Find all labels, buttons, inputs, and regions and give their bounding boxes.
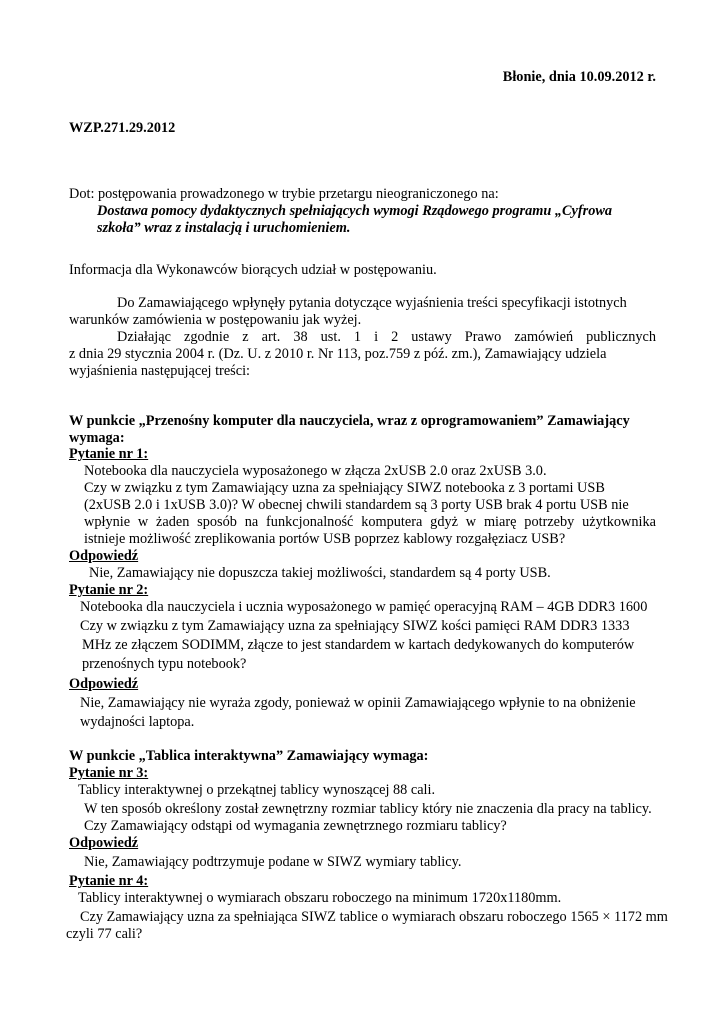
question-line: MHz ze złączem SODIMM, złącze to jest standardem w kartach dedykowanych do komputerów [82,637,635,653]
place-date: Błonie, dnia 10.09.2012 r. [502,69,656,85]
question-line: wpłynie w żaden sposób na funkcjonalność komputera gdyż w miarę potrzeby użytkownika [84,514,656,530]
question-line: Czy Zamawiający odstąpi od wymagania zewnętrznego rozmiaru tablicy? [84,818,507,834]
question-label: Pytanie nr 2: [69,582,149,598]
answer-label: Odpowiedź [69,676,139,692]
question-line: (2xUSB 2.0 i 1xUSB 3.0)? W obecnej chwili standardem są 3 porty USB brak 4 portu USB nie [84,497,629,513]
question-label: Pytanie nr 4: [69,873,149,889]
question-line: istnieje możliwość zreplikowania portów USB poprzez kablowy rozgałęziacz USB? [84,531,566,547]
answer-line: wydajności laptopa. [80,714,195,730]
question-line: Tablicy interaktywnej o wymiarach obszaru roboczego na minimum 1720x1180mm. [78,890,562,906]
question-line: przenośnych typu notebook? [82,656,247,672]
paragraph-line: z dnia 29 stycznia 2004 r. (Dz. U. z 2010 r. Nr 113, poz.759 z póź. zm.), Zamawiający udziela [69,346,607,362]
subject-title-line: Dostawa pomocy dydaktycznych spełniających wymogi Rządowego programu „Cyfrowa [97,203,613,219]
intro-text: Informacja dla Wykonawców biorących udział w postępowaniu. [69,262,437,278]
question-line: czyli 77 cali? [66,926,143,942]
question-line: Notebooka dla nauczyciela wyposażonego w złącza 2xUSB 2.0 oraz 2xUSB 3.0. [84,463,547,479]
paragraph-line: Do Zamawiającego wpłynęły pytania dotyczące wyjaśnienia treści specyfikacji istotnych [117,295,627,311]
answer-line: Nie, Zamawiający nie dopuszcza takiej możliwości, standardem są 4 porty USB. [89,565,551,581]
question-line: W ten sposób określony został zewnętrzny rozmiar tablicy który nie znaczenia dla pracy na tablicy. [84,801,652,817]
question-line: Notebooka dla nauczyciela i ucznia wyposażonego w pamięć operacyjną RAM – 4GB DDR3 1600 [80,599,648,615]
subject-title-line: szkoła” wraz z instalacją i uruchomieniem. [97,220,351,236]
question-label: Pytanie nr 1: [69,446,149,462]
question-label: Pytanie nr 3: [69,765,149,781]
question-line: Czy Zamawiający uzna za spełniająca SIWZ tablice o wymiarach obszaru roboczego 1565 × 1172 mm [80,909,668,925]
section-heading: W punkcie „Przenośny komputer dla nauczyciela, wraz z oprogramowaniem” Zamawiający [69,413,630,429]
answer-line: Nie, Zamawiający podtrzymuje podane w SIWZ wymiary tablicy. [84,854,462,870]
answer-label: Odpowiedź [69,835,139,851]
reference-number: WZP.271.29.2012 [69,120,176,136]
paragraph-line: wyjaśnienia następującej treści: [69,363,251,379]
section-heading: wymaga: [69,430,125,446]
paragraph-line: Działając zgodnie z art. 38 ust. 1 i 2 ustawy Prawo zamówień publicznych [117,329,656,345]
section-heading: W punkcie „Tablica interaktywna” Zamawiający wymaga: [69,748,429,764]
answer-label: Odpowiedź [69,548,139,564]
question-line: Czy w związku z tym Zamawiający uzna za spełniający SIWZ notebooka z 3 portami USB [84,480,605,496]
subject-line: Dot: postępowania prowadzonego w trybie przetargu nieograniczonego na: [69,186,499,202]
answer-line: Nie, Zamawiający nie wyraża zgody, ponieważ w opinii Zamawiającego wpłynie to na obniżenie [80,695,636,711]
question-line: Czy w związku z tym Zamawiający uzna za spełniający SIWZ kości pamięci RAM DDR3 1333 [80,618,630,634]
paragraph-line: warunków zamówienia w postępowaniu jak wyżej. [69,312,362,328]
question-line: Tablicy interaktywnej o przekątnej tablicy wynoszącej 88 cali. [78,782,436,798]
